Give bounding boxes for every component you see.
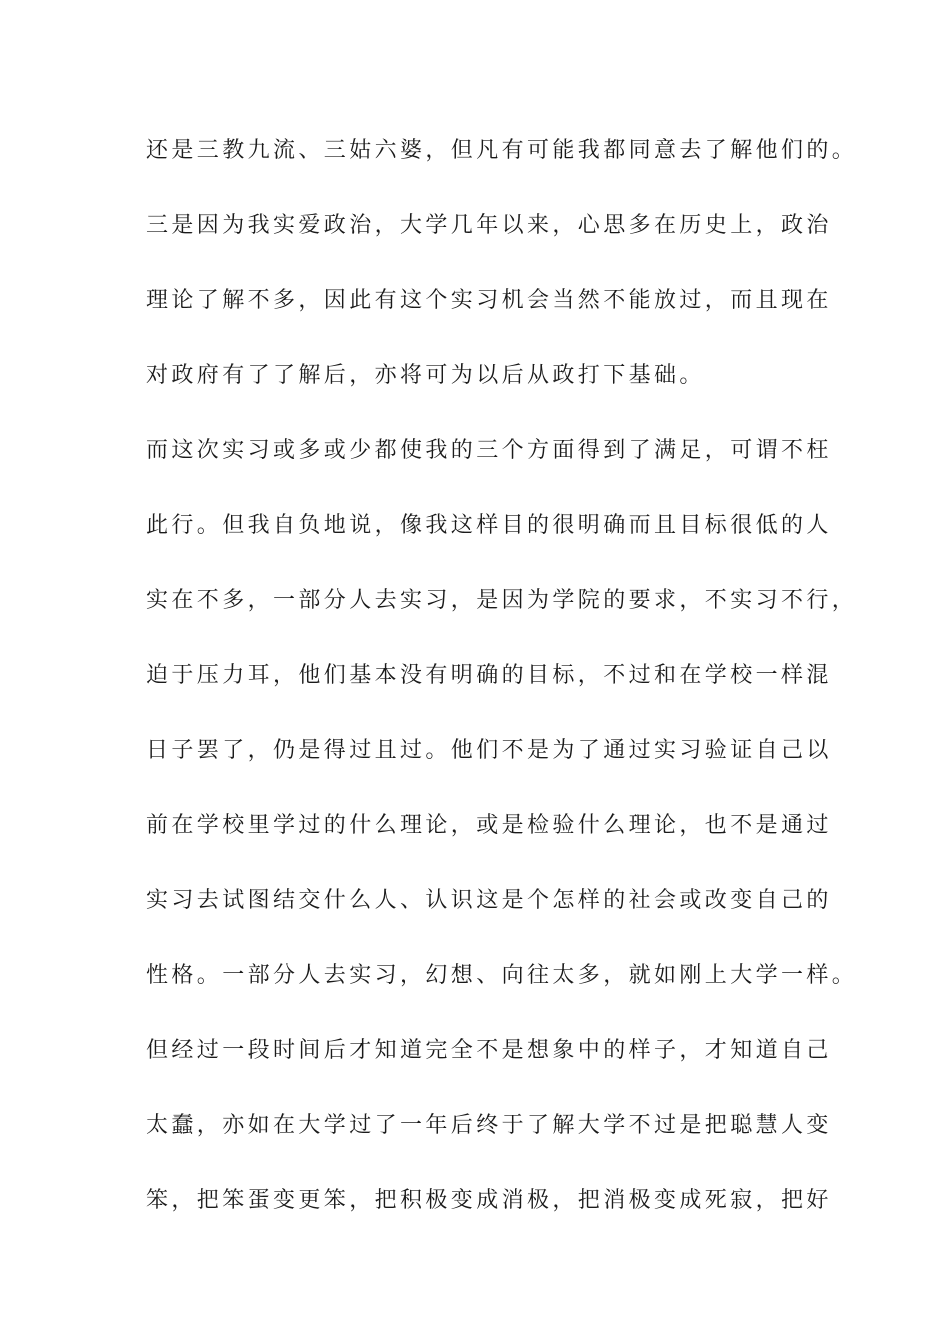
- text-line-1: 还是三教九流、三姑六婆，但凡有可能我都同意去了解他们的。: [146, 138, 858, 163]
- text-line-3: 理论了解不多，因此有这个实习机会当然不能放过，而且现在: [146, 288, 832, 313]
- text-line-5: 而这次实习或多或少都使我的三个方面得到了满足，可谓不枉: [146, 438, 832, 463]
- text-line-6: 此行。但我自负地说，像我这样目的很明确而且目标很低的人: [146, 513, 832, 538]
- text-line-4: 对政府有了了解后，亦将可为以后从政打下基础。: [146, 363, 705, 388]
- text-line-14: 太蠢，亦如在大学过了一年后终于了解大学不过是把聪慧人变: [146, 1113, 832, 1138]
- text-line-12: 性格。一部分人去实习，幻想、向往太多，就如刚上大学一样。: [146, 963, 858, 988]
- text-line-10: 前在学校里学过的什么理论，或是检验什么理论，也不是通过: [146, 813, 832, 838]
- text-line-8: 迫于压力耳，他们基本没有明确的目标，不过和在学校一样混: [146, 663, 832, 688]
- text-line-7: 实在不多，一部分人去实习，是因为学院的要求，不实习不行，: [146, 588, 858, 613]
- text-line-9: 日子罢了，仍是得过且过。他们不是为了通过实习验证自己以: [146, 738, 832, 763]
- text-line-11: 实习去试图结交什么人、认识这是个怎样的社会或改变自己的: [146, 888, 832, 913]
- text-line-2: 三是因为我实爱政治，大学几年以来，心思多在历史上，政治: [146, 213, 832, 238]
- text-line-15: 笨，把笨蛋变更笨，把积极变成消极，把消极变成死寂，把好: [146, 1188, 832, 1213]
- text-line-13: 但经过一段时间后才知道完全不是想象中的样子，才知道自己: [146, 1038, 832, 1063]
